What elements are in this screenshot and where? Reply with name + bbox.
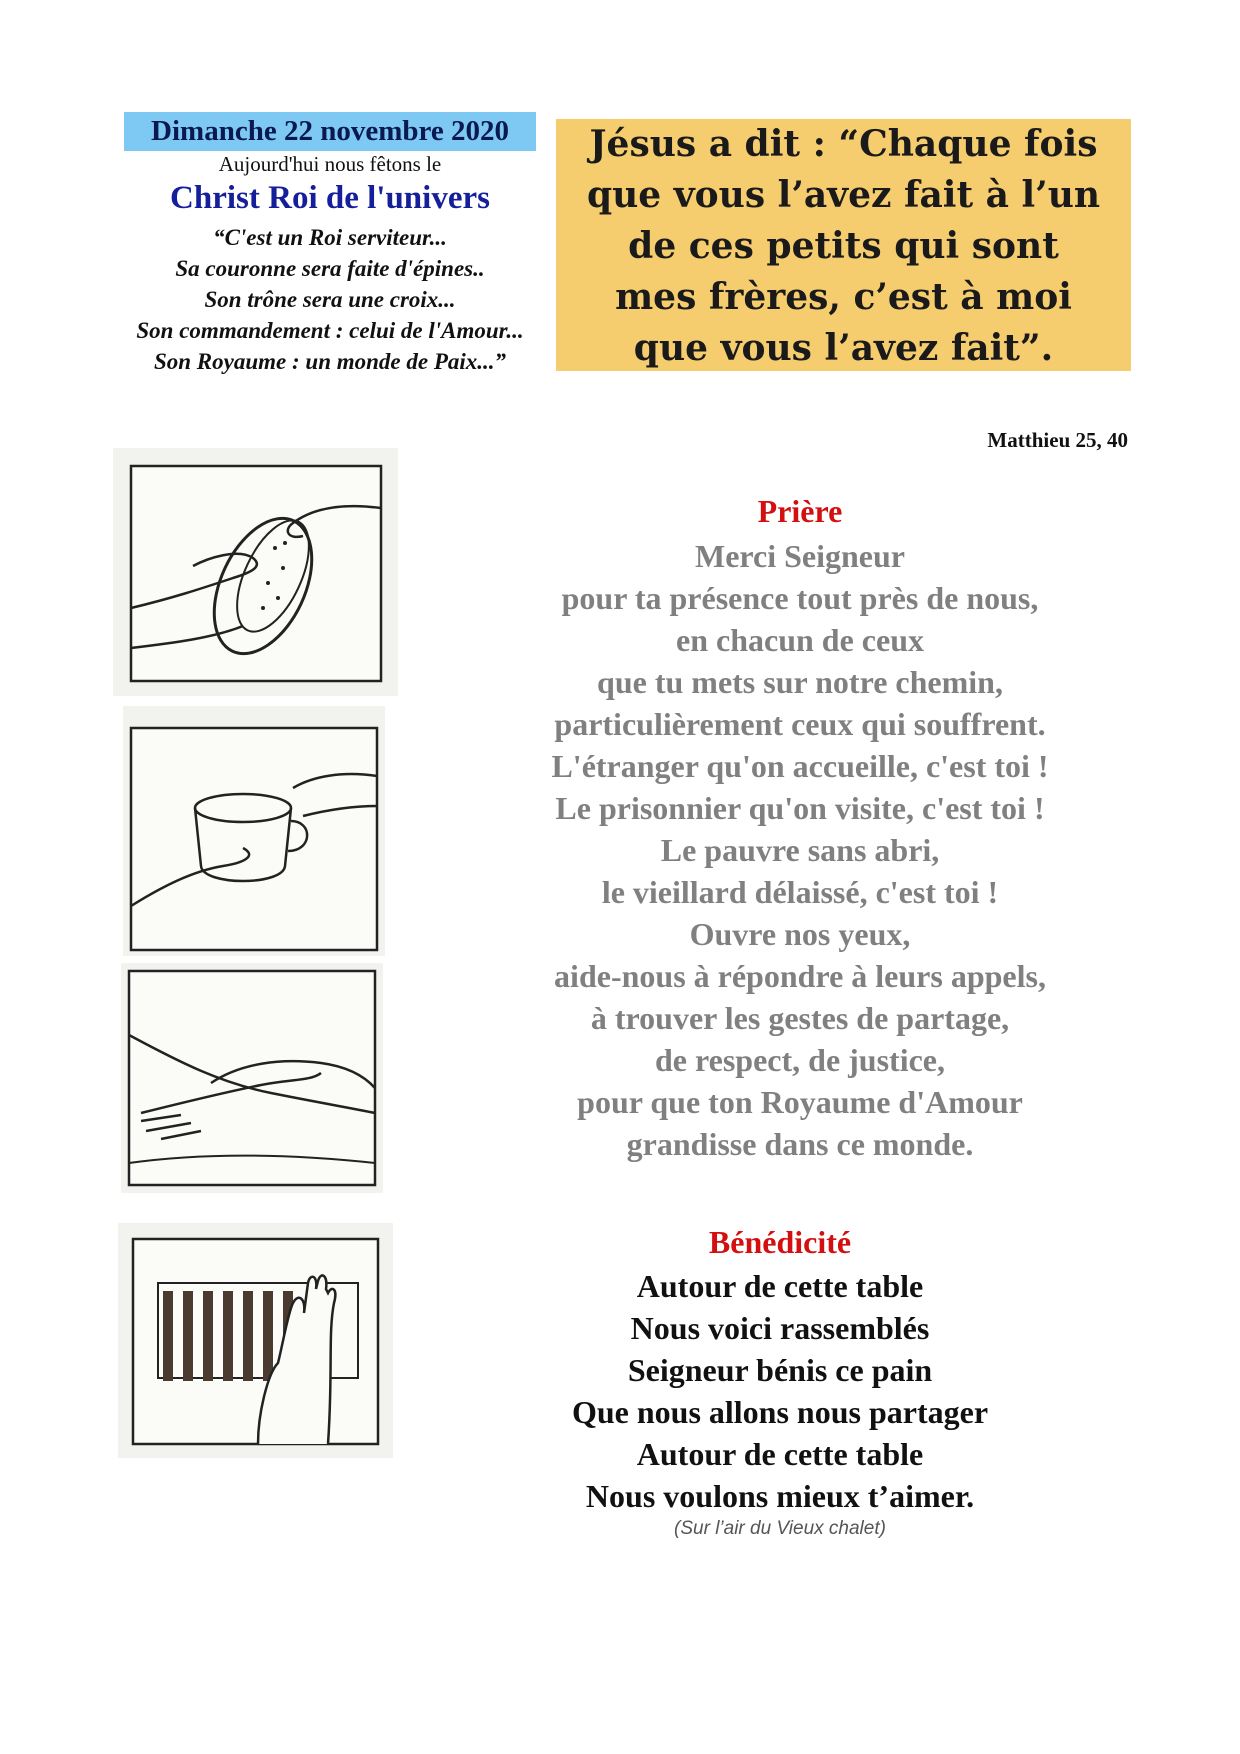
scripture-line: de ces petits qui sont	[628, 225, 1059, 267]
scripture-reference: Matthieu 25, 40	[987, 428, 1128, 452]
benedicite-title: Bénédicité	[708, 1224, 852, 1260]
illustration-bread-sharing	[113, 448, 398, 696]
illustration-hands-touching	[121, 963, 383, 1193]
illustration-cup-offering	[123, 706, 385, 956]
king-quote	[90, 222, 570, 377]
scripture-line: mes frères, c’est à moi	[615, 276, 1072, 318]
cup-hands-icon	[123, 706, 385, 956]
prayer-line: particulièrement ceux qui souffrent.	[554, 706, 1046, 742]
quote-line: Sa couronne sera faite d'épines..	[175, 256, 485, 281]
benedicite-line: Seigneur bénis ce pain	[627, 1352, 933, 1388]
quote-line: Son trône sera une croix...	[204, 287, 456, 312]
prayer-line: Merci Seigneur	[694, 538, 905, 574]
hands-touch-icon	[121, 963, 383, 1193]
prayer-line: L'étranger qu'on accueille, c'est toi !	[551, 748, 1049, 784]
prayer-line: aide-nous à répondre à leurs appels,	[554, 958, 1046, 994]
scripture-line: que vous l’avez fait”.	[633, 327, 1054, 369]
prayer-title: Prière	[757, 493, 843, 529]
prayer-line: Ouvre nos yeux,	[689, 916, 911, 952]
prayer-line: à trouver les gestes de partage,	[590, 1000, 1010, 1036]
prayer-line: pour que ton Royaume d'Amour	[577, 1084, 1023, 1120]
illustration-prison-bars	[118, 1223, 393, 1458]
quote-line: Son commandement : celui de l'Amour...	[136, 318, 524, 343]
prayer-line: le vieillard délaissé, c'est toi !	[601, 874, 999, 910]
prayer-line: que tu mets sur notre chemin,	[597, 664, 1003, 700]
melody-note: (Sur l’air du Vieux chalet)	[674, 1518, 886, 1539]
quote-line: “C'est un Roi serviteur...	[213, 225, 447, 250]
prison-bars-icon	[118, 1223, 393, 1458]
prayer-line: Le pauvre sans abri,	[660, 832, 940, 868]
bread-hands-icon	[113, 448, 398, 696]
prayer-line: en chacun de ceux	[676, 622, 924, 658]
benedicite-line: Nous voici rassemblés	[630, 1310, 930, 1346]
scripture-line: que vous l’avez fait à l’un	[586, 174, 1101, 216]
scripture-box	[556, 119, 1131, 371]
benedicite-line: Que nous allons nous partager	[571, 1394, 989, 1430]
prayer-line: grandisse dans ce monde.	[626, 1126, 974, 1162]
quote-line: Son Royaume : un monde de Paix...”	[153, 349, 507, 374]
prayer-text	[460, 535, 1140, 1165]
prayer-line: Le prisonnier qu'on visite, c'est toi !	[555, 790, 1045, 826]
prayer-line: de respect, de justice,	[655, 1042, 945, 1078]
benedicite-text	[440, 1265, 1120, 1517]
feast-title: Christ Roi de l'univers	[170, 180, 490, 216]
prayer-line: pour ta présence tout près de nous,	[561, 580, 1039, 616]
scripture-line: Jésus a dit : “Chaque fois	[589, 123, 1098, 165]
benedicite-line: Autour de cette table	[636, 1268, 924, 1304]
date-banner: Dimanche 22 novembre 2020	[124, 112, 536, 151]
benedicite-line: Nous voulons mieux t’aimer.	[585, 1478, 975, 1514]
benedicite-line: Autour de cette table	[636, 1436, 924, 1472]
intro-text: Aujourd'hui nous fêtons le	[218, 152, 442, 176]
